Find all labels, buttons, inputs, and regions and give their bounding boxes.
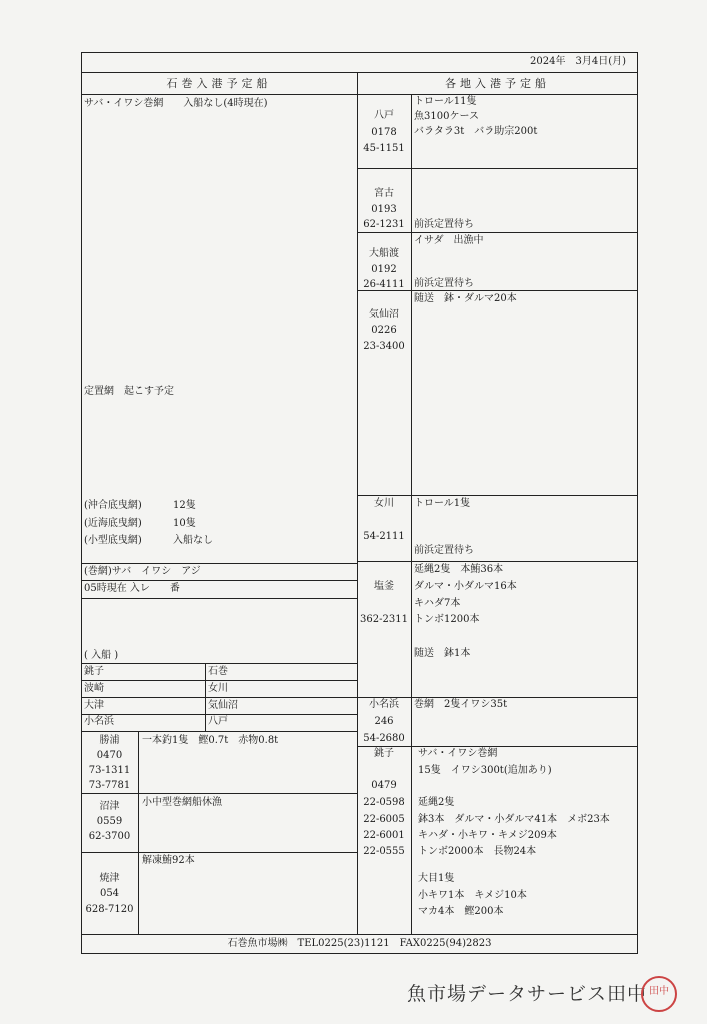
port-report: 延縄2隻 本鮪36本 — [414, 564, 504, 575]
port-tel: 23-3400 — [363, 341, 405, 352]
port-divider — [138, 731, 139, 934]
port-tel: 628-7120 — [85, 904, 134, 915]
port-tel: 54-2680 — [363, 733, 405, 744]
port-report: トンボ2000本 長物24本 — [418, 846, 537, 857]
port-report: サバ・イワシ巻網 — [418, 748, 498, 759]
port-report: 巻網 2隻イワシ35t — [414, 699, 508, 710]
port-tel: 22-6001 — [363, 830, 405, 841]
port-name: 沼津 — [99, 801, 120, 812]
port-tel: 0226 — [371, 325, 397, 336]
port-report: 随送 鉢1本 — [414, 648, 471, 659]
port-name: 宮古 — [374, 188, 394, 199]
port-report: 魚3100ケース — [414, 111, 479, 122]
nyusen-port: 小名浜 — [84, 716, 114, 727]
port-report: 鉢3本 ダルマ・小ダルマ41本 メボ23本 — [418, 814, 610, 825]
port-tel: 0470 — [96, 750, 123, 761]
port-tel: 22-0598 — [363, 797, 405, 808]
nyusen-port: 大津 — [84, 700, 104, 711]
port-name: 焼津 — [99, 873, 120, 884]
rule — [357, 290, 638, 291]
right-header: 各地入港予定船 — [445, 77, 550, 90]
port-tel: 73-7781 — [88, 780, 131, 791]
port-name: 塩釜 — [374, 581, 394, 592]
port-report: キハダ・小キワ・キメジ209本 — [418, 830, 557, 841]
port-report: マカ4本 鰹200本 — [418, 906, 504, 917]
rule — [81, 663, 357, 664]
rule — [81, 563, 357, 564]
rule — [81, 934, 638, 935]
rule — [357, 168, 638, 169]
rule — [81, 697, 357, 698]
nyusen-title: ( 入船 ) — [84, 650, 119, 661]
port-tel: 054 — [99, 888, 120, 899]
port-name: 小名浜 — [369, 699, 399, 710]
rule — [81, 852, 357, 853]
port-report: 解凍鮪92本 — [142, 855, 195, 866]
port-report: イサダ 出漁中 — [414, 235, 484, 246]
sokobiki-value: 12隻 — [173, 500, 196, 511]
rule — [81, 580, 357, 581]
port-name: 八戸 — [374, 110, 394, 121]
report-sheet — [81, 52, 638, 954]
port-name: 気仙沼 — [369, 309, 399, 320]
port-report: トンボ1200本 — [414, 614, 480, 625]
left-header: 石巻入港予定船 — [166, 77, 272, 90]
rule — [81, 680, 357, 681]
rule — [357, 495, 638, 496]
port-report: キハダ7本 — [414, 598, 461, 609]
rule — [81, 793, 357, 794]
port-report: トロール11隻 — [414, 96, 477, 107]
port-report: 随送 鉢・ダルマ20本 — [414, 293, 517, 304]
makiami-species: (巻網)サバ イワシ アジ — [84, 566, 201, 577]
port-report: 前浜定置待ち — [414, 219, 474, 230]
nyusen-port: 波崎 — [84, 683, 104, 694]
nyusen-port: 気仙沼 — [208, 700, 238, 711]
port-report: バラタラ3t バラ助宗200t — [414, 126, 538, 137]
port-tel: 54-2111 — [363, 531, 405, 542]
port-report: 前浜定置待ち — [414, 545, 474, 556]
sokobiki-name: (近海底曳網) — [84, 518, 142, 529]
port-name: 大船渡 — [369, 248, 399, 259]
port-report: 大目1隻 — [418, 873, 455, 884]
right-port-divider — [411, 94, 412, 934]
port-name: 勝浦 — [99, 735, 120, 746]
port-name: 銚子 — [374, 748, 394, 759]
port-report: 小中型巻網船休漁 — [142, 797, 222, 808]
port-tel: 362-2311 — [360, 614, 408, 625]
handwritten-signature: 魚市場データサービス田中 — [406, 983, 647, 1005]
port-report: 小キワ1本 キメジ10本 — [418, 890, 527, 901]
nyusen-port: 石巻 — [208, 666, 228, 677]
port-report: 15隻 イワシ300t(追加あり) — [418, 765, 552, 776]
nyusen-port: 女川 — [208, 683, 228, 694]
port-tel: 22-0555 — [363, 846, 405, 857]
port-report: 前浜定置待ち — [414, 278, 474, 289]
rule — [81, 731, 357, 732]
sokobiki-value: 10隻 — [173, 518, 196, 529]
iri-status: 05時現在 入レ 番 — [84, 583, 180, 594]
port-tel: 246 — [374, 716, 394, 727]
sokobiki-name: (小型底曳網) — [84, 535, 142, 546]
report-date: 2024年 3月4日(月) — [530, 56, 626, 67]
port-report: 一本釣1隻 鰹0.7t 赤物0.8t — [142, 735, 279, 746]
port-report: 延縄2隻 — [418, 797, 455, 808]
nyusen-port: 銚子 — [84, 666, 104, 677]
port-tel: 73-1311 — [88, 765, 131, 776]
port-tel: 45-1151 — [363, 143, 405, 154]
rule — [81, 94, 638, 95]
name-seal: 田中 — [641, 976, 677, 1012]
port-tel: 62-3700 — [88, 831, 131, 842]
port-report: ダルマ・小ダルマ16本 — [414, 581, 517, 592]
port-tel: 26-4111 — [363, 279, 405, 290]
sokobiki-value: 入船なし — [173, 535, 213, 546]
port-tel: 0178 — [371, 127, 397, 138]
sokobiki-name: (沖合底曳網) — [84, 500, 142, 511]
rule — [81, 598, 357, 599]
port-tel: 0193 — [371, 204, 397, 215]
saba-makiami-status: サバ・イワシ巻網 入船なし(4時現在) — [84, 98, 268, 109]
port-report: トロール1隻 — [414, 498, 471, 509]
port-tel: 0192 — [371, 264, 397, 275]
port-tel: 22-6005 — [363, 814, 405, 825]
rule — [357, 232, 638, 233]
nyusen-port: 八戸 — [208, 716, 228, 727]
port-tel: 62-1231 — [363, 219, 405, 230]
teichi-status: 定置網 起こす予定 — [84, 386, 174, 397]
port-tel: 0559 — [96, 816, 123, 827]
port-tel: 0479 — [371, 780, 397, 791]
rule — [81, 72, 638, 73]
rule — [357, 561, 638, 562]
port-name: 女川 — [374, 498, 394, 509]
market-contact: 石巻魚市場㈱ TEL0225(23)1121 FAX0225(94)2823 — [227, 938, 492, 949]
